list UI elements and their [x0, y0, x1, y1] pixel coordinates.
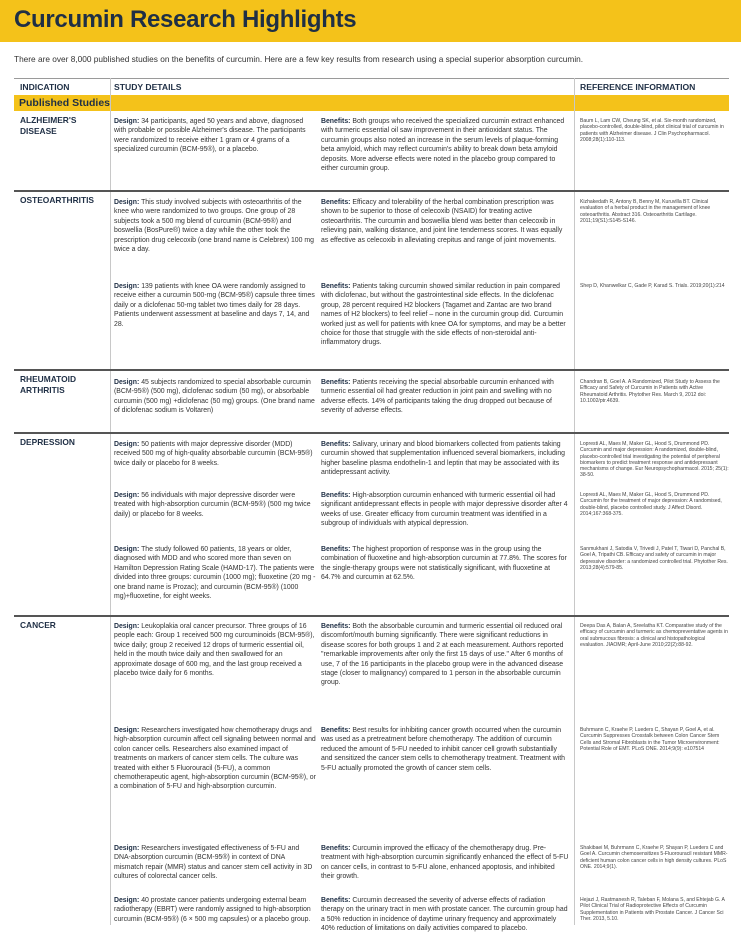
design-label: Design:	[114, 283, 140, 290]
study-benefits	[321, 726, 569, 842]
column-divider	[110, 78, 111, 925]
benefits-text: Patients receiving the special absorbable curcumin enhanced with turmeric essential oil had greater reduction in joint pain and swelling with no adverse effects. 14% of participants taking the drug dropped out because of severity of adverse effects.	[321, 379, 554, 415]
design-label: Design:	[114, 897, 140, 904]
design-text: Researchers investigated how chemotherapy drugs and high-absorption curcumin affect cell signaling between normal and colon cancer cells. Researchers also examined impact of treatments on markers of cancer stem cells. The culture was treated with either 5 Fluorouracil (5-FU), a common chemotherapeutic agent, high-absorption curcumin (BCM-95®), or a combination of 5-FU and high-absorption curcumin.	[114, 727, 316, 791]
design-label: Design:	[114, 623, 140, 630]
design-text: This study involved subjects with osteoarthritis of the knee who were randomized to two groups. One group of 28 subjects took a 500 mg blend of curcumin (BCM-95®) and boswellia (BosPure®) twice a day while the other took the prescription drug celecoxib (one brand name is Celebrex) 100 mg twice a day.	[114, 199, 314, 254]
header-top-rule	[14, 78, 729, 79]
study-reference: Kizhakedath R, Antony B, Benny M, Kuruvilla BT. Clinical evaluation of a herbal product in the management of knee osteoarthritis. Abstract 316. Osteoarthritis Cartilage. 2011;19(S1):S145-S146.	[580, 199, 711, 224]
design-label: Design:	[114, 379, 140, 386]
study-reference: Deepa Das A, Balan A, Sreelatha KT. Comparative study of the efficacy of curcumin and turmeric as chemopreventative agents in oral submucous fibrosis: a clinical and histopathological evaluation. JIAOMR; April-June 2010;22(2):88-92.	[580, 623, 728, 648]
column-divider	[574, 78, 575, 925]
design-label: Design:	[114, 118, 140, 125]
design-text: The study followed 60 patients, 18 years or older, diagnosed with MDD and who scored more than seven on Hamilton Depression Rating Scale (HAMD-17). The patients were divided into three groups: curcumin (1000 mg); fluoxetine (20 mg - one brand name is Prozac); and curcumin (BCM-95®) (1000 mg)+fluoxetine, for eight weeks.	[114, 546, 316, 601]
section-title: Published Studies	[19, 97, 111, 109]
study-benefits	[321, 378, 569, 434]
design-label: Design:	[114, 199, 140, 206]
study-design	[114, 117, 316, 175]
study-design	[114, 378, 316, 434]
design-label: Design:	[114, 492, 140, 499]
study-benefits	[321, 198, 569, 278]
benefits-text: Salivary, urinary and blood biomarkers collected from patients taking curcumin showed that supplementation influenced several biomarkers, including higher baseline plasma endothelin-1 and leptin that may be associated with its antidepressant activity.	[321, 441, 565, 477]
study-benefits	[321, 545, 569, 619]
indication-label: RHEUMATOID ARTHRITIS	[20, 374, 76, 395]
study-reference: Hejazi J, Rastmanesh R, Taleban F, Molana S, and Ehtejab G. A Pilot Clinical Trial of Radioprotective Effects of Curcumin Supplementation in Patients with Prostate Cancer. J Cancer Sci Ther. 2013, 5.10.	[580, 897, 725, 922]
design-text: Researchers investigated effectiveness of 5-FU and DNA-absorption curcumin (BCM-95®) in context of DNA mismatch repair (MMR) status and cancer stem cell activity in 3D cultures of colorectal cancer cells.	[114, 845, 313, 881]
intro-text: There are over 8,000 published studies on the benefits of curcumin. Here are a few key results from research using a special superior absorption curcumin.	[14, 54, 584, 64]
study-reference: Lopresti AL, Maes M, Maker GL, Hood S, Drummond PD. Curcumin for the treatment of major depression: A randomised, double-blind, placebo controlled study. J Affect Disord. 2014;167:368-375.	[580, 492, 722, 517]
design-label: Design:	[114, 727, 140, 734]
row-divider	[14, 190, 729, 192]
study-benefits	[321, 491, 569, 544]
study-design	[114, 545, 316, 619]
section-bar	[14, 95, 729, 111]
row-divider	[14, 432, 729, 434]
study-reference: Buhrmann C, Kraehe P, Lueders C, Shayan P, Goel A, et al. Curcumin Suppresses Crosstalk between Colon Cancer Stem Cells and Stromal Fibroblasts in the Tumor Microenvironment: Potential Role of EMT. PLoS ONE. 2014;9(9): e107514	[580, 727, 720, 752]
design-label: Design:	[114, 845, 140, 852]
benefits-label: Benefits:	[321, 441, 351, 448]
study-benefits	[321, 896, 569, 933]
design-text: 40 prostate cancer patients undergoing external beam radiotherapy (EBRT) were randomly assigned to high-absorption curcumin (BCM-95®) (6 × 500 mg capsules) or a placebo group.	[114, 897, 311, 923]
benefits-label: Benefits:	[321, 623, 351, 630]
benefits-text: High-absorption curcumin enhanced with turmeric essential oil had significant antidepressant effects in people with major depressive disorder after 4 weeks of use. Greater efficacy from curcumin treatment was identified in a subgroup of individuals with atypical depression.	[321, 492, 568, 528]
study-benefits	[321, 622, 569, 722]
benefits-text: Both the absorbable curcumin and turmeric essential oil reduced oral discomfort/mouth burning significantly. There were significant reductions in disease scores for both groups 1 and 2 at each measurement. Authors reported "remarkable improvements after only the first 15 days of use." After 6 months of use, 7 of the 16 participants in the placebo group were in the advanced disease stage (closer to malignancy) compared to 1 person in the absorbable curcumin group.	[321, 623, 564, 687]
benefits-text: Efficacy and tolerability of the herbal combination prescription was shown to be superior to those of celecoxib (NSAID) for treating active osteoarthritis. The curcumin and boswellia blend was better than celecoxib in relieving pain, walking distance, and joint line tenderness scores. It was equally as effective as celecoxib in alleviating crepitus and range of joint movements.	[321, 199, 563, 244]
header-study-details: STUDY DETAILS	[114, 82, 182, 92]
study-design	[114, 622, 316, 722]
design-label: Design:	[114, 441, 140, 448]
benefits-label: Benefits:	[321, 727, 351, 734]
page-title: Curcumin Research Highlights	[14, 6, 357, 33]
study-design	[114, 726, 316, 842]
benefits-text: Patients taking curcumin showed similar reduction in pain compared with diclofenac, but without the gastrointestinal side effects. In the diclofenac group, 28 percent required H2 blockers (Tagamet and Zantac are two brand names of H2 blockers) to feel relief – none in the curcumin group did. Curcumin worked just as well for patients with knee OA for symptoms, and may be a better choice for those that struggle with the side effects of non-steroidal anti-inflammatory drugs.	[321, 283, 566, 347]
indication-label: ALZHEIMER'S DISEASE	[20, 115, 77, 136]
benefits-label: Benefits:	[321, 283, 351, 290]
study-reference: Sanmukhani J, Satodia V, Trivedi J, Patel T, Tiwari D, Panchal B, Goel A, Tripathi CB. Efficacy and safety of curcumin in major depressive disorder: a randomized controlled trial. Phytother Res. 2013;28(4):579-85.	[580, 546, 728, 571]
study-benefits	[321, 117, 569, 175]
study-reference: Shep D, Khanwelkar C, Gade P, Karad S. Trials. 2019;20(1):214	[580, 283, 725, 289]
design-text: 34 participants, aged 50 years and above, diagnosed with probable or possible Alzheimer's disease. The participants were randomized to receive either 1 gram or 4 grams of a specialized curcumin (BCM-95®), or a placebo.	[114, 118, 306, 154]
design-text: 45 subjects randomized to special absorbable curcumin (BCM-95®) (500 mg), diclofenac sodium (50 mg), or absorbable curcumin (500 mg) +diclofenac (50 mg) groups. (One brand name of diclofenac sodium is Voltaren)	[114, 379, 315, 415]
benefits-label: Benefits:	[321, 379, 351, 386]
design-text: 139 patients with knee OA were randomly assigned to receive either a curcumin 500-mg (BCM-95®) capsule three times daily or a diclofenac 50-mg tablet two times daily for 28 days. Patients underwent assessment at baseline and days 7, 14, and 28.	[114, 283, 315, 328]
study-reference: Baum L, Lam CW, Cheung SK, et al. Six-month randomized, placebo-controlled, double-blind, pilot clinical trial of curcumin in patients with Alzheimer disease. J Clin Psychopharmacol. 2008;28(1):110-113.	[580, 118, 724, 143]
study-design	[114, 198, 316, 278]
study-design	[114, 844, 316, 894]
header-indication: INDICATION	[20, 82, 70, 92]
benefits-text: Both groups who received the specialized curcumin extract enhanced with turmeric essential oil saw improvement in their antioxidant status. The curcumin groups also noted an increase in the serum levels of plaque-forming beta amyloid, which may reflect curcumin's ability to break down beta amyloid deposits. More adverse effects were noted in the placebo group compared to either curcumin group.	[321, 118, 565, 173]
row-divider	[14, 369, 729, 371]
study-design	[114, 491, 316, 544]
benefits-text: Best results for inhibiting cancer growth occurred when the curcumin was used as a pretreatment before chemotherapy. The addition of curcumin reduced the amount of 5-FU needed to inhibit cancer cell growth substantially and sensitized the cancer stem cells to chemotherapy treatment. Treatment with 5-FU actually promoted the growth of cancer stem cells.	[321, 727, 565, 772]
benefits-label: Benefits:	[321, 492, 351, 499]
benefits-text: Curcumin decreased the severity of adverse effects of radiation therapy on the urinary tract in men with prostate cancer. The curcumin group had a 50% reduction in incidence of daytime urinary frequency and approximately 40% reduction of limitations on daily activities compared to placebo.	[321, 897, 568, 933]
study-benefits	[321, 844, 569, 894]
design-label: Design:	[114, 546, 140, 553]
row-divider	[14, 615, 729, 617]
study-reference: Chandran B, Goel A. A Randomized, Pilot Study to Assess the Efficacy and Safety of Curcumin in Patients with Active Rheumatoid Arthritis. Phytother Res. March 9, 2012 doi: 10.1002/ptr.4639.	[580, 379, 720, 404]
study-design	[114, 440, 316, 490]
design-text: 56 individuals with major depressive disorder were treated with high-absorption curcumin (BCM-95®) (500 mg twice daily) or placebo for 8 weeks.	[114, 492, 311, 518]
benefits-label: Benefits:	[321, 546, 351, 553]
study-benefits	[321, 440, 569, 490]
header-reference: REFERENCE INFORMATION	[580, 82, 696, 92]
benefits-label: Benefits:	[321, 845, 351, 852]
benefits-text: Curcumin improved the efficacy of the chemotherapy drug. Pre-treatment with high-absorption curcumin significantly enhanced the effect of 5-FU on cancer cells, in contrast to 5-FU alone, enhanced apoptosis, and inhibited their growth.	[321, 845, 569, 881]
benefits-label: Benefits:	[321, 118, 351, 125]
title-banner	[0, 0, 741, 42]
study-design	[114, 282, 316, 370]
study-reference: Shakibaei M, Buhrmann C, Kraehe P, Shayan P, Lueders C and Goel A. Curcumin chemosensitizes 5-Fluorouracil resistant MMR-deficient human colon cancer cells in high density cultures. PLoS ONE. 2014;9(1).	[580, 845, 728, 870]
design-text: 50 patients with major depressive disorder (MDD) received 500 mg of high-quality absorbable curcumin (BCM-95®) twice daily or placebo for 8 weeks.	[114, 441, 313, 467]
indication-label: CANCER	[20, 620, 56, 630]
study-design	[114, 896, 316, 926]
indication-label: OSTEOARTHRITIS	[20, 195, 94, 205]
benefits-text: The highest proportion of response was in the group using the combination of fluoxetine and high-absorption curcumin at 77.8%. The scores for the single-therapy groups were not statistically significant, with fluoxetine at 64.7% and curcumin at 62.5%.	[321, 546, 567, 582]
indication-label: DEPRESSION	[20, 437, 75, 447]
study-benefits	[321, 282, 569, 370]
benefits-label: Benefits:	[321, 897, 351, 904]
study-reference: Lopresti AL, Maes M, Maker GL, Hood S, Drummond PD. Curcumin and major depression: A randomized, double-blind, placebo-controlled trial investigating the potential of peripheral biomarkers to predict treatment response and antidepressant mechanisms of change. Eur Neuropsychopharmacol. 2015; 25(1): 38-50.	[580, 441, 729, 479]
benefits-label: Benefits:	[321, 199, 351, 206]
design-text: Leukoplakia oral cancer precursor. Three groups of 16 people each: Group 1 received 500 mg curcuminoids (BCM-95®), twice daily; group 2 received 12 drops of turmeric essential oil, held in the mouth twice daily and then swallowed for an approximate dosage of 600 mg, and the last group received a placebo twice daily for 6 months.	[114, 623, 315, 678]
